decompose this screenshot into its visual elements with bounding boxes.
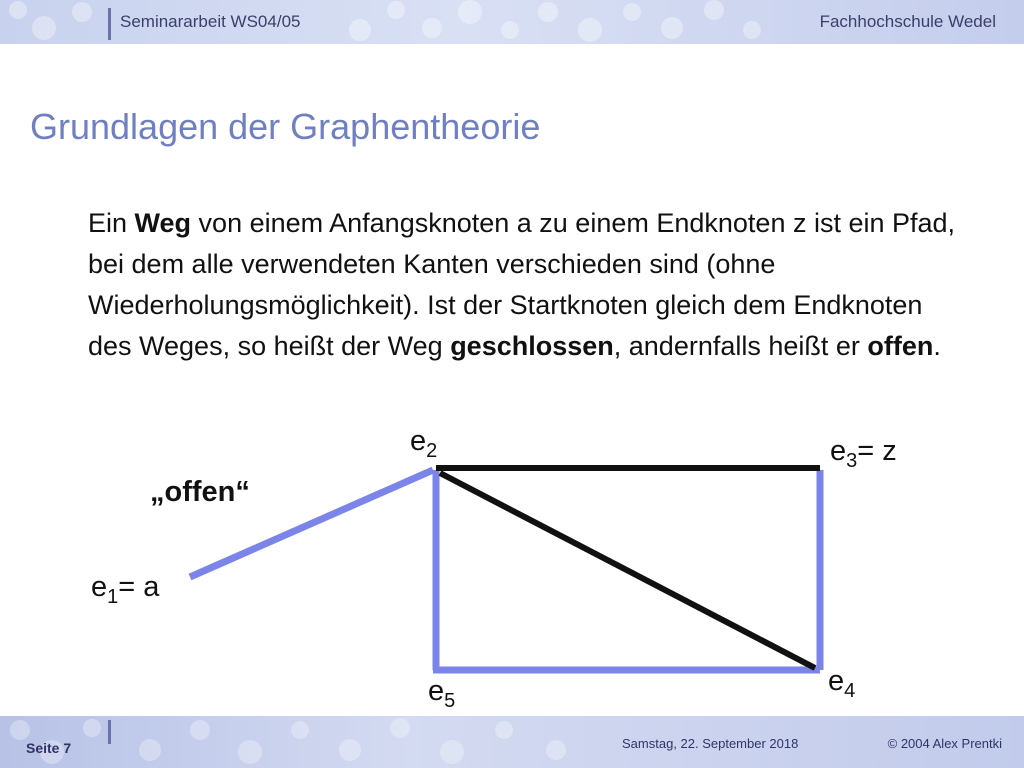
body-emphasis-1: Weg (134, 208, 192, 238)
graph-caption: „offen“ (150, 476, 250, 508)
page-number: Seite 7 (26, 740, 72, 756)
header-school: Fachhochschule Wedel (819, 12, 996, 31)
edge-e2-e4 (440, 473, 815, 668)
slide-title: Grundlagen der Graphentheorie (30, 106, 541, 147)
node-label-e4: $e_4$ (828, 665, 856, 702)
node-label-e3: $e_3= z$ (830, 435, 897, 472)
footer-copyright: © 2004 Alex Prentki (887, 736, 1002, 751)
node-label-e1: $e_1= a$ (91, 571, 160, 608)
header-course: Seminararbeit WS04/05 (120, 12, 301, 31)
footer-separator (108, 720, 111, 744)
footer-bubbles-decoration (0, 716, 1024, 768)
body-text-run-0: Ein (88, 208, 135, 238)
body-text-run-2: von einem Anfangsknoten a zu einem Endknoten z ist ein Pfad, bei dem alle verwendeten Kanten verschieden sind (ohne Wiederholungsmöglichkeit). Ist der Startknoten gleich dem Endknoten des Weges, so heißt der Weg (88, 208, 956, 361)
footer-date: Samstag, 22. September 2018 (622, 736, 799, 751)
body-emphasis-3: geschlossen (450, 331, 614, 361)
body-text-run-4: , andernfalls heißt er (613, 331, 868, 361)
body-emphasis-5: offen (867, 331, 934, 361)
node-label-e2: $e_2$ (410, 425, 438, 462)
footer-bar (0, 716, 1024, 768)
body-text-run-6: . (933, 331, 941, 361)
node-label-e5: $e_5$ (428, 675, 456, 712)
